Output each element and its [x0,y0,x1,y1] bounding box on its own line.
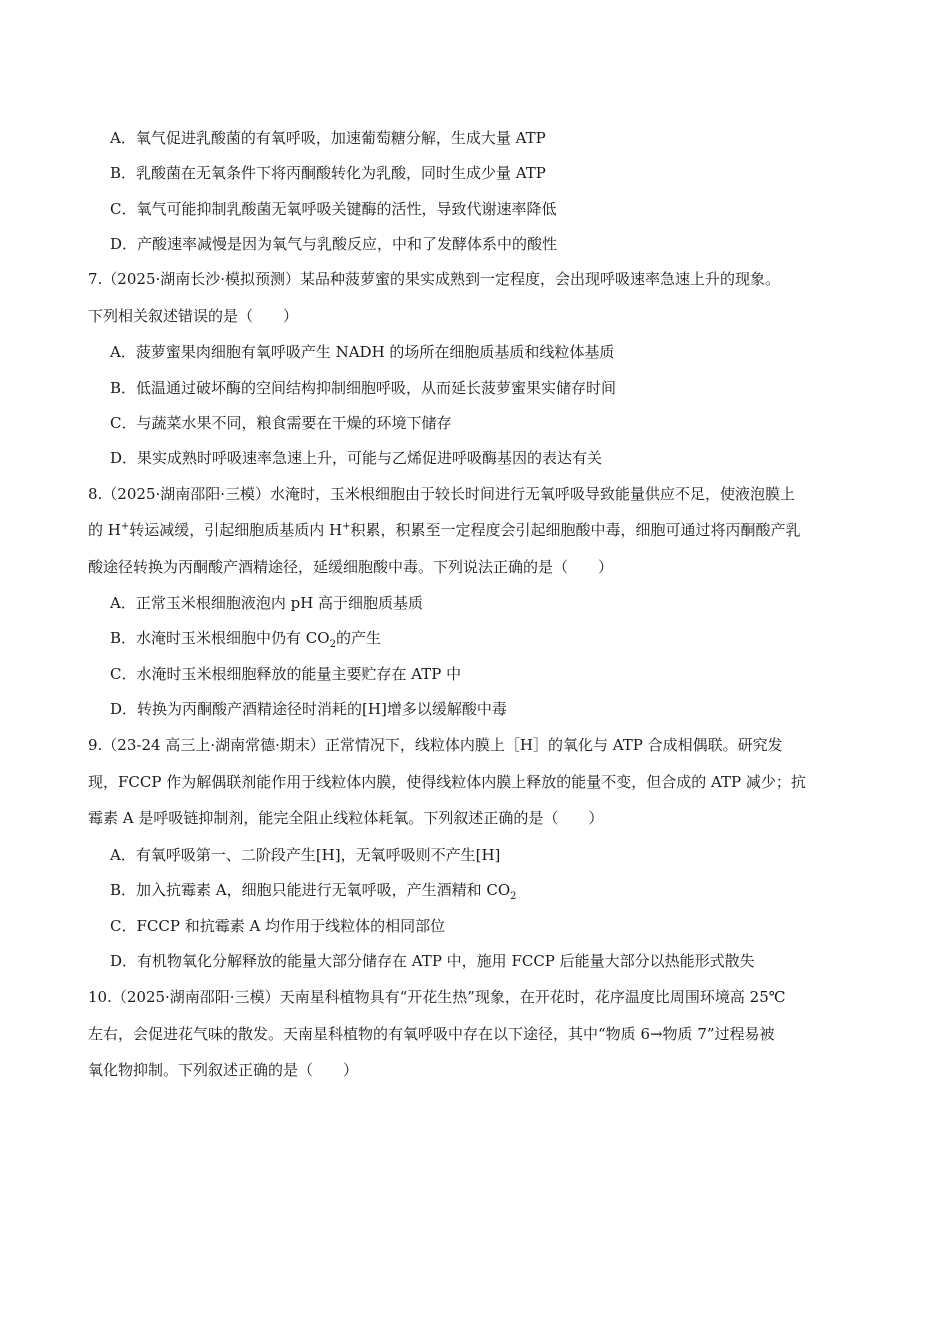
q9-option-c: C．FCCP 和抗霉素 A 均作用于线粒体的相同部位 [110,917,446,935]
superscript-plus: + [120,521,130,532]
q9-stem-line-3: 霉素 A 是呼吸链抑制剂，能完全阻止线粒体耗氧。下列叙述正确的是（ ） [88,809,604,827]
q9-option-b [110,880,517,900]
q7-stem-line-1: 7.（2025·湖南长沙·模拟预测）某品种菠萝蜜的果实成熟到一定程度，会出现呼吸速率急速上升的现象。 [88,270,781,288]
text-fragment: B．水淹时玉米根细胞中仍有 CO [110,629,330,647]
q8-option-a: A．正常玉米根细胞液泡内 pH 高于细胞质基质 [110,594,424,612]
q6-option-c: C．氧气可能抑制乳酸菌无氧呼吸关键酶的活性，导致代谢速率降低 [110,200,557,218]
q10-stem-line-3: 氧化物抑制。下列叙述正确的是（ ） [88,1061,359,1079]
q8-stem-line-3: 酸途径转换为丙酮酸产酒精途径，延缓细胞酸中毒。下列说法正确的是（ ） [88,558,614,576]
text-fragment: 的产生 [335,629,381,647]
q8-stem-line-2 [88,520,801,540]
q7-option-a: A．菠萝蜜果肉细胞有氧呼吸产生 NADH 的场所在细胞质基质和线粒体基质 [110,343,615,361]
q9-option-a: A．有氧呼吸第一、二阶段产生[H]，无氧呼吸则不产生[H] [110,846,501,864]
q6-option-b: B．乳酸菌在无氧条件下将丙酮酸转化为乳酸，同时生成少量 ATP [110,164,546,182]
q8-option-c: C．水淹时玉米根细胞释放的能量主要贮存在 ATP 中 [110,665,462,683]
q8-stem-line-1: 8.（2025·湖南邵阳·三模）水淹时，玉米根细胞由于较长时间进行无氧呼吸导致能量供应不足，使液泡膜上 [88,485,796,503]
text-fragment: 积累，积累至一定程度会引起细胞酸中毒，细胞可通过将丙酮酸产乳 [350,521,801,539]
text-fragment: 转运减缓，引起细胞质基质内 H [129,521,343,539]
superscript-plus: + [342,521,351,532]
text-fragment: B．加入抗霉素 A，细胞只能进行无氧呼吸，产生酒精和 CO [110,881,511,899]
q10-stem-line-1: 10.（2025·湖南邵阳·三模）天南星科植物具有“开花生热”现象，在开花时，花序温度比周围环境高 25℃ [88,988,786,1006]
subscript-2: 2 [510,891,517,902]
q7-option-b: B．低温通过破坏酶的空间结构抑制细胞呼吸，从而延长菠萝蜜果实储存时间 [110,379,617,397]
q7-option-d: D．果实成熟时呼吸速率急速上升，可能与乙烯促进呼吸酶基因的表达有关 [110,449,603,467]
subscript-2: 2 [329,639,336,650]
q8-option-d: D．转换为丙酮酸产酒精途径时消耗的[H]增多以缓解酸中毒 [110,700,507,718]
text-fragment: 的 H [88,521,121,539]
q6-option-a: A．氧气促进乳酸菌的有氧呼吸，加速葡萄糖分解，生成大量 ATP [110,129,546,147]
q9-option-d: D．有机物氧化分解释放的能量大部分储存在 ATP 中，施用 FCCP 后能量大部分以热能形式散失 [110,952,755,970]
q9-stem-line-2: 现，FCCP 作为解偶联剂能作用于线粒体内膜，使得线粒体内膜上释放的能量不变，但合成的 ATP 减少；抗 [88,773,806,791]
q7-option-c: C．与蔬菜水果不同，粮食需要在干燥的环境下储存 [110,414,452,432]
q9-stem-line-1: 9.（23-24 高三上·湖南常德·期末）正常情况下，线粒体内膜上［H］的氧化与 ATP 合成相偶联。研究发 [88,736,783,754]
q8-option-b [110,628,381,648]
q10-stem-line-2: 左右，会促进花气味的散发。天南星科植物的有氧呼吸中存在以下途径，其中“物质 6→物质 7”过程易被 [88,1025,775,1043]
q6-option-d: D．产酸速率减慢是因为氧气与乳酸反应，中和了发酵体系中的酸性 [110,235,558,253]
q7-stem-line-2: 下列相关叙述错误的是（ ） [88,307,299,325]
